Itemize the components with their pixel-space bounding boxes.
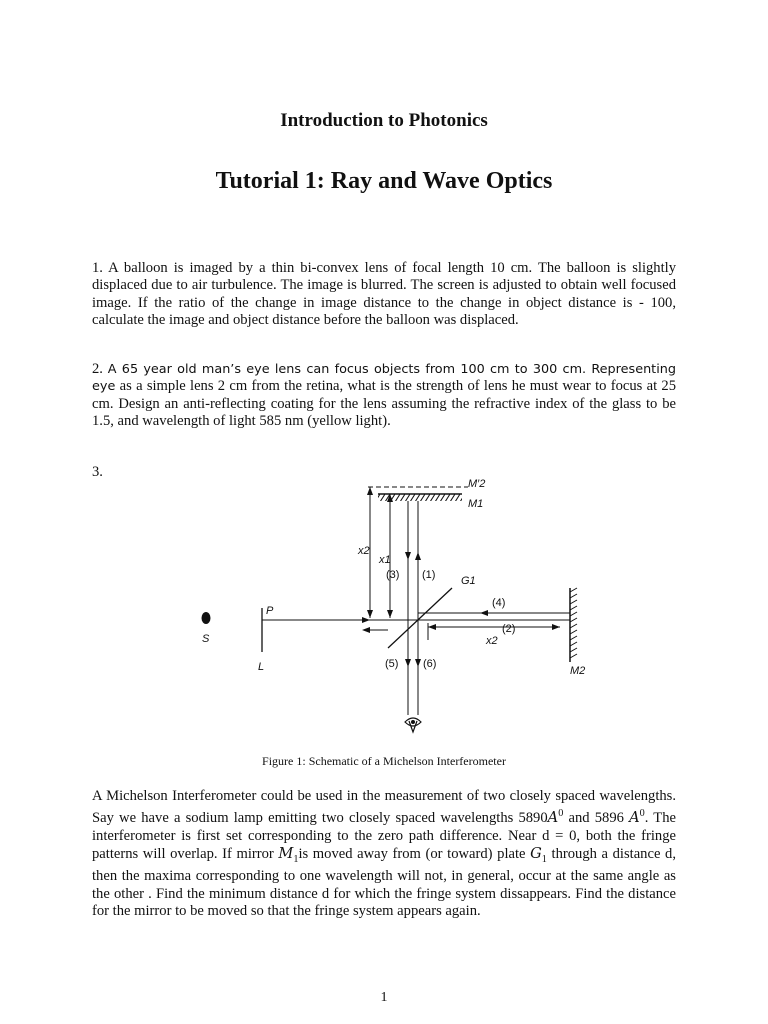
label-p: P — [266, 605, 274, 617]
beam-splitter-g1 — [388, 588, 452, 648]
label-ray-5: (5) — [385, 658, 399, 670]
question-3-text — [92, 788, 676, 921]
label-ray-1: (1) — [422, 569, 436, 581]
symbol-m1-sub: 1 — [293, 853, 299, 865]
unit-angstrom-2-sup: 0 — [639, 808, 645, 820]
label-s: S — [202, 633, 210, 645]
michelson-interferometer-figure — [190, 470, 610, 740]
source-s — [202, 612, 211, 624]
label-x2-right: x2 — [486, 635, 498, 647]
question-2-number: 2. — [92, 361, 103, 377]
label-m1: M1 — [468, 498, 484, 510]
question-1-number: 1. — [92, 260, 103, 276]
unit-angstrom-1: A — [547, 809, 559, 827]
label-ray-3: (3) — [386, 569, 400, 581]
label-m2-prime: M′2 — [468, 478, 486, 490]
label-g1: G1 — [461, 575, 476, 587]
question-2-text-b: as a simple lens 2 cm from the retina, what is the strength of lens he must wear to focus at 25 cm. Design an anti-reflecting coating for the lens assuming the refractive index of the glass to be 1.5, and wavelength of light 585 nm (yellow light). — [92, 378, 677, 430]
label-m2: M2 — [570, 665, 586, 677]
label-l: L — [258, 661, 265, 673]
question-1-text: A balloon is imaged by a thin bi-convex lens of focal length 10 cm. The balloon is slightly displaced due to air turbulence. The image is blurred. The screen is adjusted to obtain well focused image. If the ratio of the change in image distance to the change in object distance is - 100, calculate the image and object distance before the balloon was displaced. — [92, 260, 676, 329]
question-3-text-part-2: and 5896 — [568, 810, 630, 827]
symbol-g1-sub: 1 — [541, 853, 547, 865]
question-1 — [92, 260, 676, 330]
question-2 — [92, 361, 676, 431]
question-3-text-part-3: . The interferometer is first set corresponding to the zero path difference. Near d = 0, both the fringe patterns will overlap. If mirror — [92, 810, 676, 863]
question-3-text-part-1: A Michelson Interferometer could be used in the measurement of two closely spaced wavelengths. Say we have a sodium lamp emitting two closely spaced wavelengths 5890 — [92, 788, 676, 827]
question-3-text-part-4: is moved away from (or toward) plate — [298, 846, 531, 863]
label-ray-2: (2) — [502, 623, 516, 635]
page-number: 1 — [380, 990, 388, 1005]
figure-caption: Figure 1: Schematic of a Michelson Interferometer — [262, 754, 506, 768]
question-3-text-part-5: through a distance d, then the maxima corresponding to one wavelength will not, in general, occur at the same angle as the other . Find the minimum distance d for which the fringe system dissappears. Find the distance for the mirror to be moved so that the fringe system appears again. — [92, 846, 676, 920]
symbol-g1: G — [530, 845, 542, 863]
label-ray-4: (4) — [492, 597, 506, 609]
question-3-number: 3. — [92, 464, 103, 480]
course-title: Introduction to Photonics — [280, 110, 488, 131]
unit-angstrom-1-sup: 0 — [558, 808, 564, 820]
label-ray-6: (6) — [423, 658, 437, 670]
symbol-m1: M — [278, 845, 294, 863]
unit-angstrom-2: A — [629, 809, 640, 827]
question-2-text-a: A 65 year old man’s eye lens can focus objects from 100 cm to 300 cm. Representing eye — [92, 362, 676, 395]
tutorial-title: Tutorial 1: Ray and Wave Optics — [215, 168, 553, 194]
label-x2-top: x2 — [358, 545, 370, 557]
label-x1: x1 — [379, 554, 391, 566]
